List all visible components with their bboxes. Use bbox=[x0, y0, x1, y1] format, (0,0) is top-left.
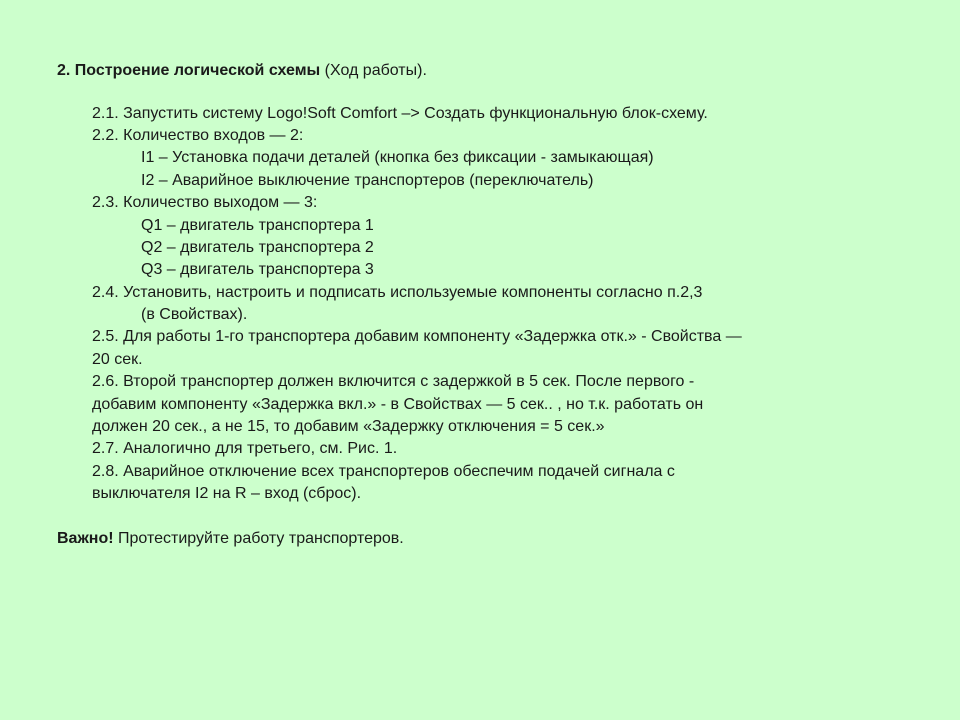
step-2-3: 2.3. Количество выходом — 3: bbox=[92, 194, 318, 211]
input-i1: I1 – Установка подачи деталей (кнопка без фиксации - замыкающая) bbox=[141, 149, 654, 166]
section-heading-rest: (Ход работы). bbox=[320, 62, 427, 79]
step-2-5-line2: 20 сек. bbox=[92, 351, 143, 368]
step-2-6-line1: 2.6. Второй транспортер должен включится с задержкой в 5 сек. После первого - bbox=[92, 373, 695, 390]
step-2-8-line2: выключателя I2 на R – вход (сброс). bbox=[92, 485, 362, 502]
step-2-4-line1: 2.4. Установить, настроить и подписать используемые компоненты согласно п.2,3 bbox=[92, 284, 703, 301]
step-2-2: 2.2. Количество входов — 2: bbox=[92, 127, 304, 144]
step-2-1: 2.1. Запустить систему Logo!Soft Comfort –> Создать функциональную блок-схему. bbox=[92, 105, 708, 122]
step-2-8-line1: 2.8. Аварийное отключение всех транспортеров обеспечим подачей сигнала с bbox=[92, 463, 675, 480]
step-2-6-line3: должен 20 сек., а не 15, то добавим «Задержку отключения = 5 сек.» bbox=[92, 418, 605, 435]
output-q3: Q3 – двигатель транспортера 3 bbox=[141, 261, 374, 278]
output-q1: Q1 – двигатель транспортера 1 bbox=[141, 217, 374, 234]
input-i2: I2 – Аварийное выключение транспортеров (переключатель) bbox=[141, 172, 594, 189]
step-2-4-line2: (в Свойствах). bbox=[141, 306, 248, 323]
important-note-rest: Протестируйте работу транспортеров. bbox=[113, 530, 404, 547]
step-2-6-line2: добавим компоненту «Задержка вкл.» - в Свойствах — 5 сек.. , но т.к. работать он bbox=[92, 396, 704, 413]
important-note bbox=[57, 528, 404, 550]
section-heading-bold: 2. Построение логической схемы bbox=[57, 62, 321, 79]
important-note-bold: Важно! bbox=[57, 530, 114, 547]
output-q2: Q2 – двигатель транспортера 2 bbox=[141, 239, 374, 256]
section-heading bbox=[57, 60, 427, 82]
step-2-7: 2.7. Аналогично для третьего, см. Рис. 1. bbox=[92, 440, 398, 457]
step-2-5-line1: 2.5. Для работы 1-го транспортера добавим компоненту «Задержка отк.» - Свойства — bbox=[92, 328, 742, 345]
